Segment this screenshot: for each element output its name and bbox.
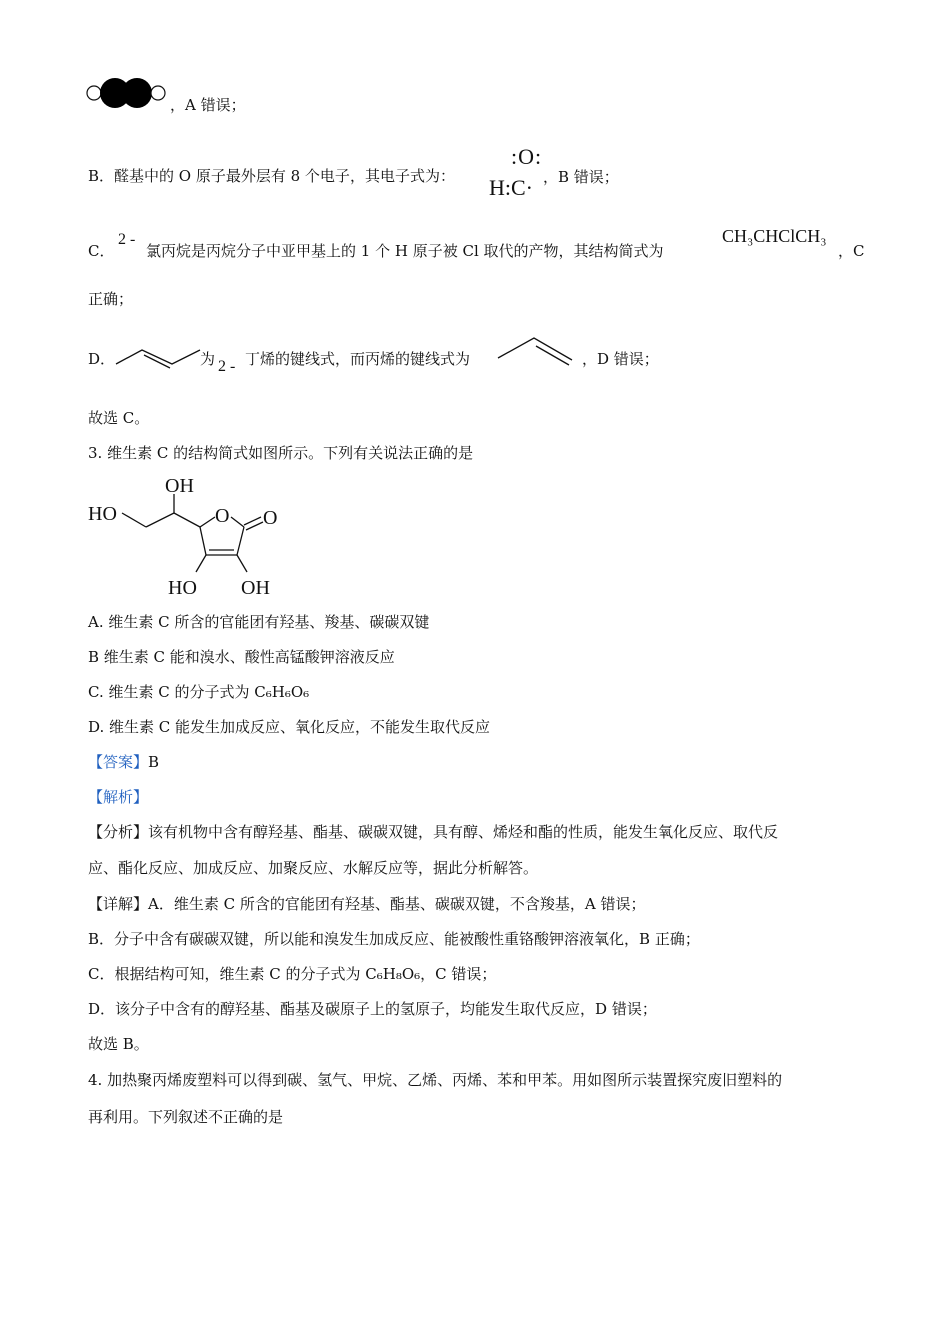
line-d-sub-label: 2 - bbox=[218, 358, 236, 375]
analysis-line-1: 【分析】该有机物中含有醇羟基、酯基、碳碳双键，具有醇、烯烃和酯的性质，能发生氧化反应、取代反 bbox=[88, 823, 779, 841]
detail-line-d: D．该分子中含有的醇羟基、酯基及碳原子上的氢原子，均能发生取代反应，D 错误； bbox=[88, 1000, 657, 1018]
detail-line-a: 【详解】A．维生素 C 所含的官能团有羟基、酯基、碳碳双键，不含羧基，A 错误； bbox=[88, 895, 646, 913]
line-b-tail: ，B 错误； bbox=[543, 168, 619, 186]
label-carbonyl-o: O bbox=[263, 507, 278, 529]
conclusion-c: 故选 C。 bbox=[88, 409, 150, 427]
option-c: C. 维生素 C 的分子式为 C₆H₆O₆ bbox=[88, 683, 310, 701]
question-3-stem: 3. 维生素 C 的结构简式如图所示。下列有关说法正确的是 bbox=[88, 444, 474, 462]
line-c-cont: 正确； bbox=[88, 290, 134, 308]
line-c-tail: ，C bbox=[838, 242, 865, 260]
line-b-text: B．醛基中的 O 原子最外层有 8 个电子，其电子式为： bbox=[88, 167, 455, 185]
label-ring-o: O bbox=[215, 505, 230, 527]
line-d-part1: 为 bbox=[200, 350, 216, 368]
line-c-sup-label: 2 - bbox=[118, 231, 136, 248]
line-c-prefix: C． bbox=[88, 242, 115, 260]
question-4-line-2: 再利用。下列叙述不正确的是 bbox=[88, 1108, 284, 1126]
aldehyde-electron-formula-bottom: H:C· bbox=[489, 175, 533, 200]
line-a-text: ，A 错误； bbox=[170, 96, 246, 114]
question-4-line-1: 4. 加热聚丙烯废塑料可以得到碳、氢气、甲烷、乙烯、丙烯、苯和甲苯。用如图所示装置探究废旧塑料的 bbox=[88, 1071, 783, 1089]
2-butene-skeletal-icon bbox=[114, 340, 204, 370]
label-ho-bottom: HO bbox=[168, 577, 197, 599]
line-d-prefix: D． bbox=[88, 350, 116, 368]
vitamin-c-structure-diagram bbox=[86, 472, 296, 602]
label-oh-bottom: OH bbox=[241, 577, 270, 599]
label-ho-left: HO bbox=[88, 503, 117, 525]
answer-value: B bbox=[148, 753, 160, 771]
option-b: B 维生素 C 能和溴水、酸性高锰酸钾溶液反应 bbox=[88, 648, 395, 666]
line-c-text: 氯丙烷是丙烷分子中亚甲基上的 1 个 H 原子被 Cl 取代的产物，其结构简式为 bbox=[146, 242, 664, 260]
option-a: A. 维生素 C 所含的官能团有羟基、羧基、碳碳双键 bbox=[88, 613, 430, 631]
propene-skeletal-icon bbox=[496, 334, 580, 368]
conclusion-b: 故选 B。 bbox=[88, 1035, 149, 1053]
line-d-tail: ，D 错误； bbox=[582, 350, 659, 368]
line-d-part2: 丁烯的键线式，而丙烯的键线式为 bbox=[245, 350, 471, 368]
analysis-tag: 【解析】 bbox=[88, 788, 149, 806]
aldehyde-electron-formula-top: :O: bbox=[511, 144, 543, 169]
space-filling-model-icon bbox=[86, 76, 176, 112]
detail-line-c: C．根据结构可知，维生素 C 的分子式为 C₆H₈O₆，C 错误； bbox=[88, 965, 497, 983]
option-d: D. 维生素 C 能发生加成反应、氧化反应，不能发生取代反应 bbox=[88, 718, 491, 736]
answer-tag: 【答案】 bbox=[88, 753, 149, 771]
label-oh-top: OH bbox=[165, 475, 194, 497]
analysis-line-2: 应、酯化反应、加成反应、加聚反应、水解反应等，据此分析解答。 bbox=[88, 859, 539, 877]
detail-line-b: B．分子中含有碳碳双键，所以能和溴发生加成反应、能被酸性重铬酸钾溶液氧化，B 正确； bbox=[88, 930, 700, 948]
structural-formula: CH₃CHClCH₃ bbox=[722, 226, 827, 246]
